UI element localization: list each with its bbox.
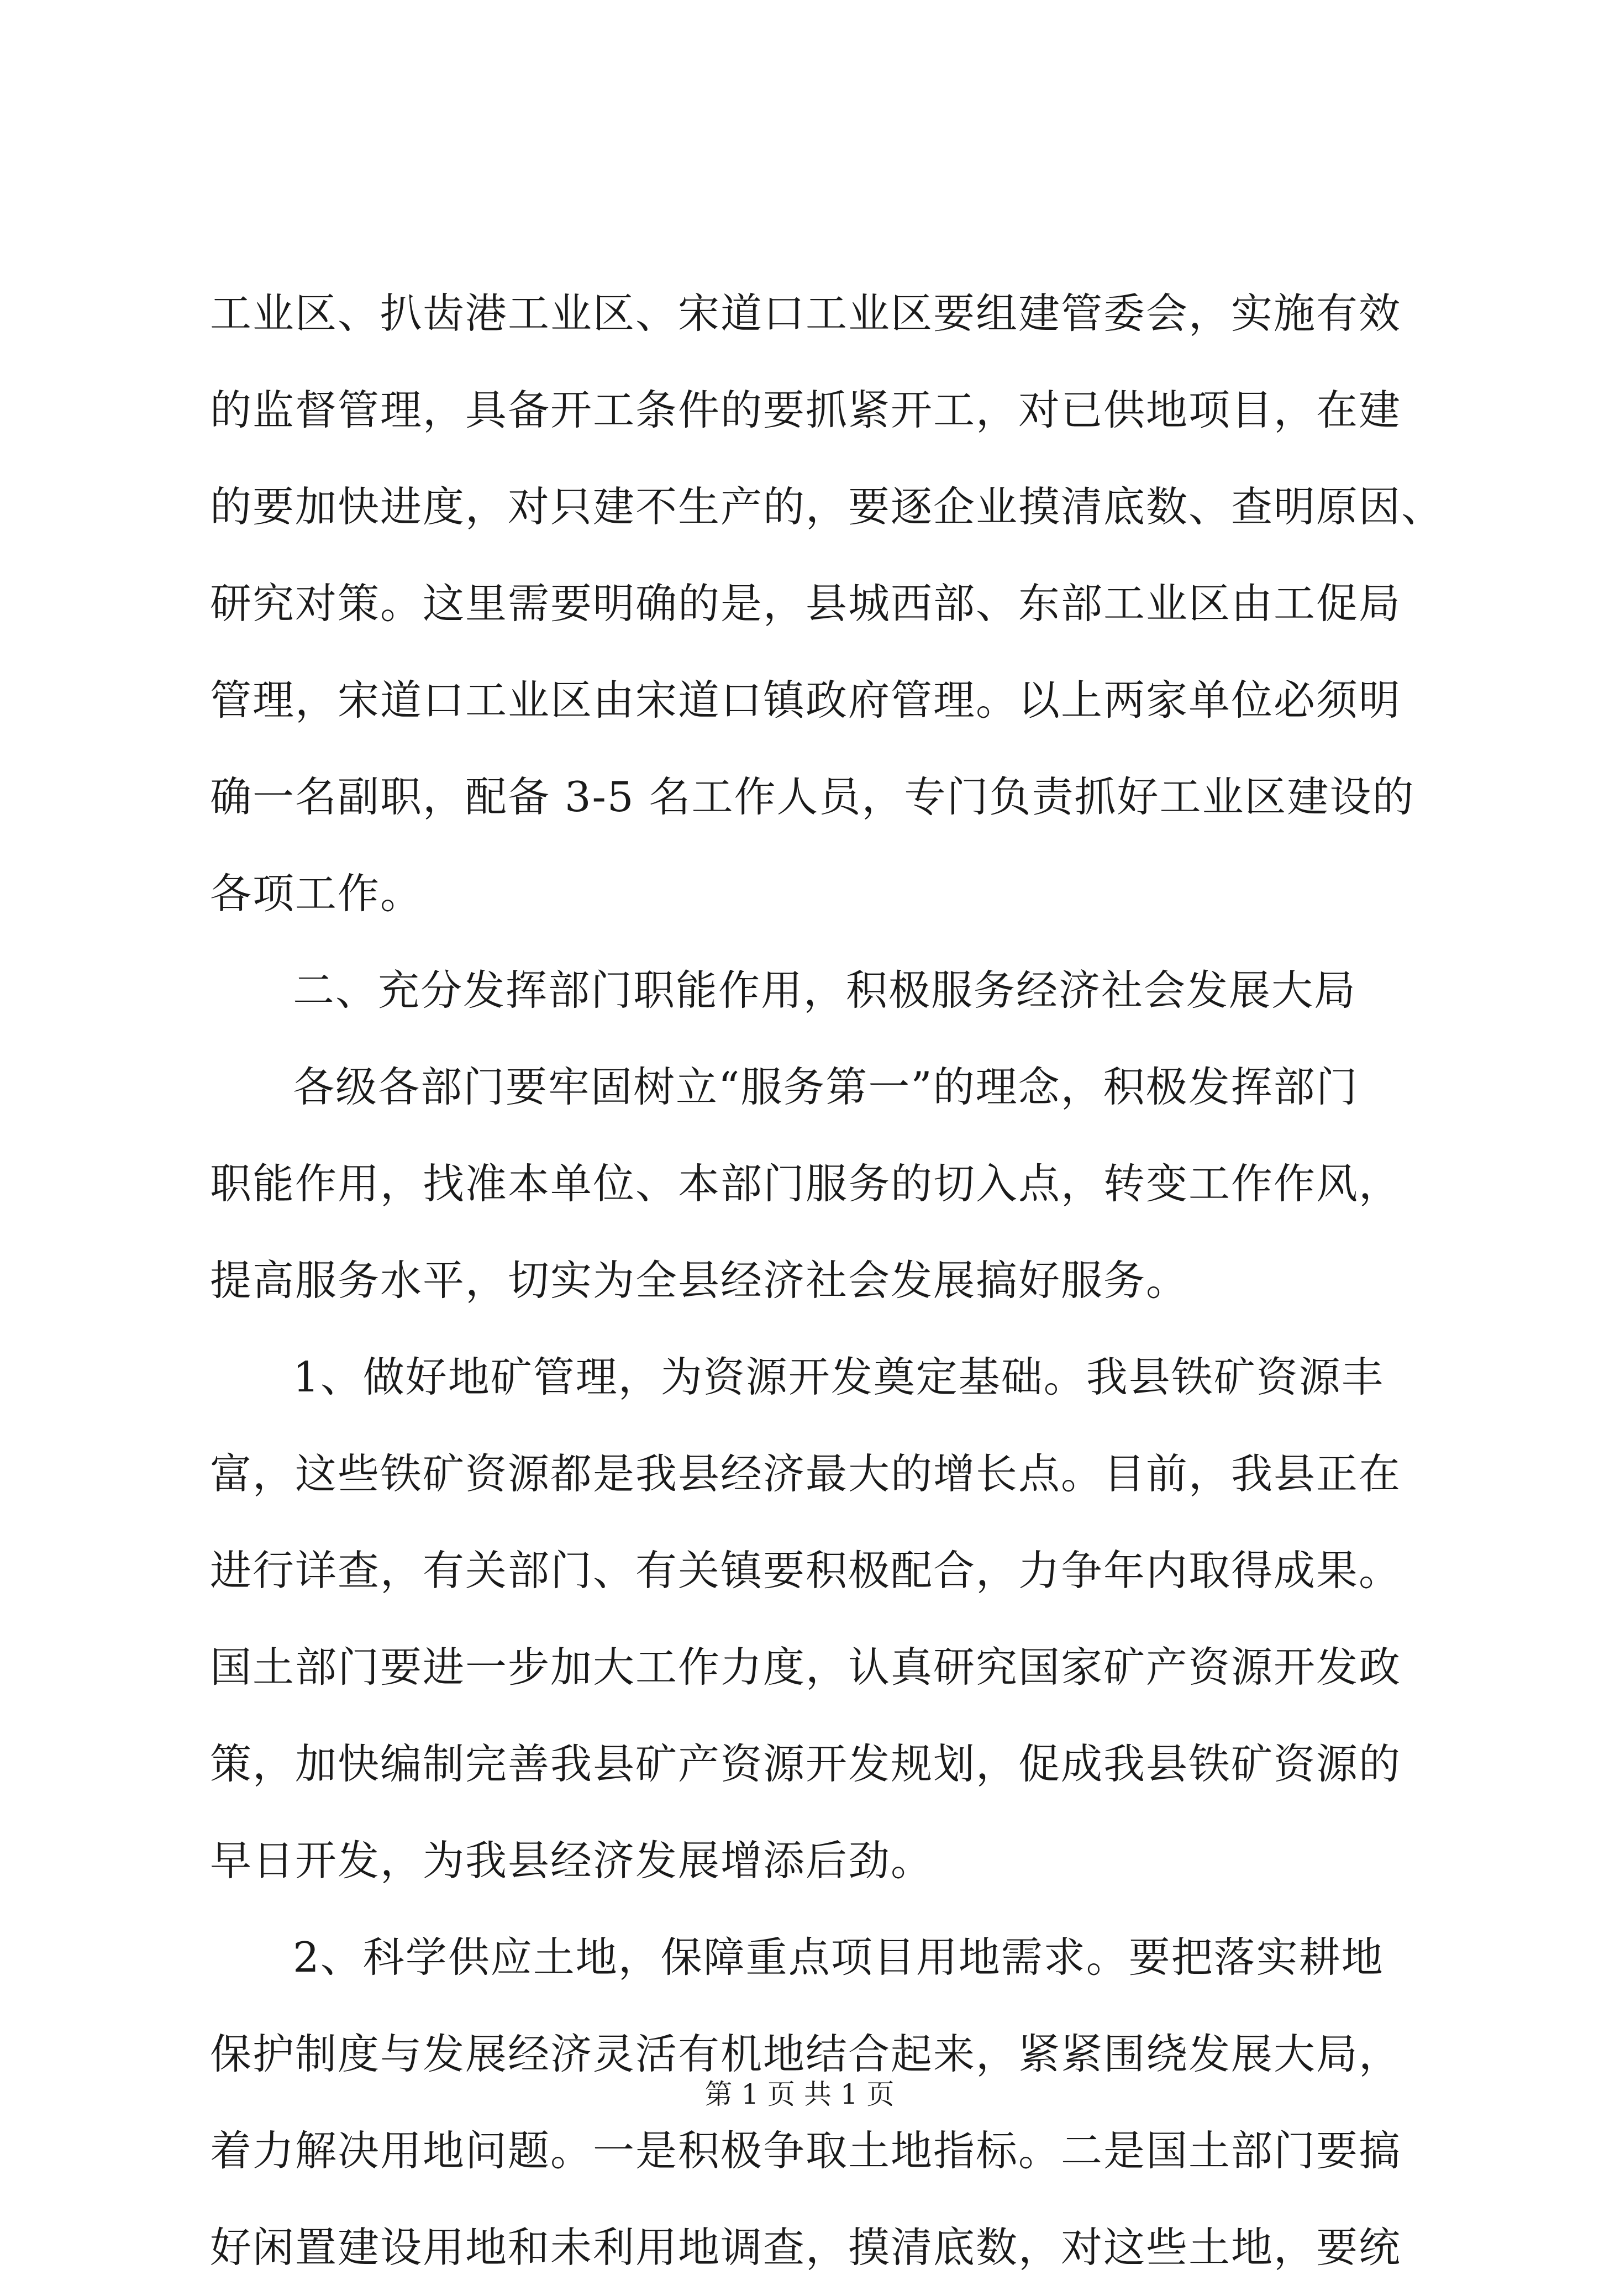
text-line: 富，这些铁矿资源都是我县经济最大的增长点。目前，我县正在 (210, 1449, 1402, 1498)
text-line: 早日开发，为我县经济发展增添后劲。 (210, 1836, 934, 1885)
page-footer: 第 1 页 共 1 页 (704, 2078, 895, 2110)
text-line: 工业区、扒齿港工业区、宋道口工业区要组建管委会，实施有效 (210, 289, 1402, 338)
text-line: 国土部门要进一步加大工作力度，认真研究国家矿产资源开发政 (210, 1643, 1402, 1691)
text-line: 的监督管理，具备开工条件的要抓紧开工，对已供地项目，在建 (210, 386, 1402, 434)
text-line: 进行详查，有关部门、有关镇要积极配合，力争年内取得成果。 (210, 1546, 1402, 1595)
text-line: 着力解决用地问题。一是积极争取土地指标。二是国土部门要搞 (210, 2126, 1402, 2175)
text-line: 1、做好地矿管理，为资源开发奠定基础。我县铁矿资源丰 (293, 1353, 1384, 1401)
text-line: 好闲置建设用地和未利用地调查，摸清底数，对这些土地，要统 (210, 2223, 1402, 2272)
text-line: 二、充分发挥部门职能作用，积极服务经济社会发展大局 (293, 966, 1357, 1015)
text-line: 各级各部门要牢固树立“服务第一”的理念，积极发挥部门 (293, 1063, 1359, 1111)
text-line: 策，加快编制完善我县矿产资源开发规划，促成我县铁矿资源的 (210, 1740, 1402, 1788)
text-line: 管理，宋道口工业区由宋道口镇政府管理。以上两家单位必须明 (210, 676, 1402, 724)
text-line: 确一名副职，配备 3-5 名工作人员，专门负责抓好工业区建设的 (210, 773, 1415, 821)
text-line: 的要加快进度，对只建不生产的，要逐企业摸清底数、查明原因、 (210, 482, 1444, 531)
text-line: 保护制度与发展经济灵活有机地结合起来，紧紧围绕发展大局， (210, 2030, 1402, 2078)
text-line: 2、科学供应土地，保障重点项目用地需求。要把落实耕地 (293, 1933, 1384, 1982)
document-body (210, 265, 1444, 2296)
text-line: 职能作用，找准本单位、本部门服务的切入点，转变工作作风， (210, 1159, 1402, 1208)
text-line: 研究对策。这里需要明确的是，县城西部、东部工业区由工促局 (210, 579, 1402, 628)
text-line: 各项工作。 (210, 869, 423, 918)
text-line: 提高服务水平，切实为全县经济社会发展搞好服务。 (210, 1256, 1189, 1305)
